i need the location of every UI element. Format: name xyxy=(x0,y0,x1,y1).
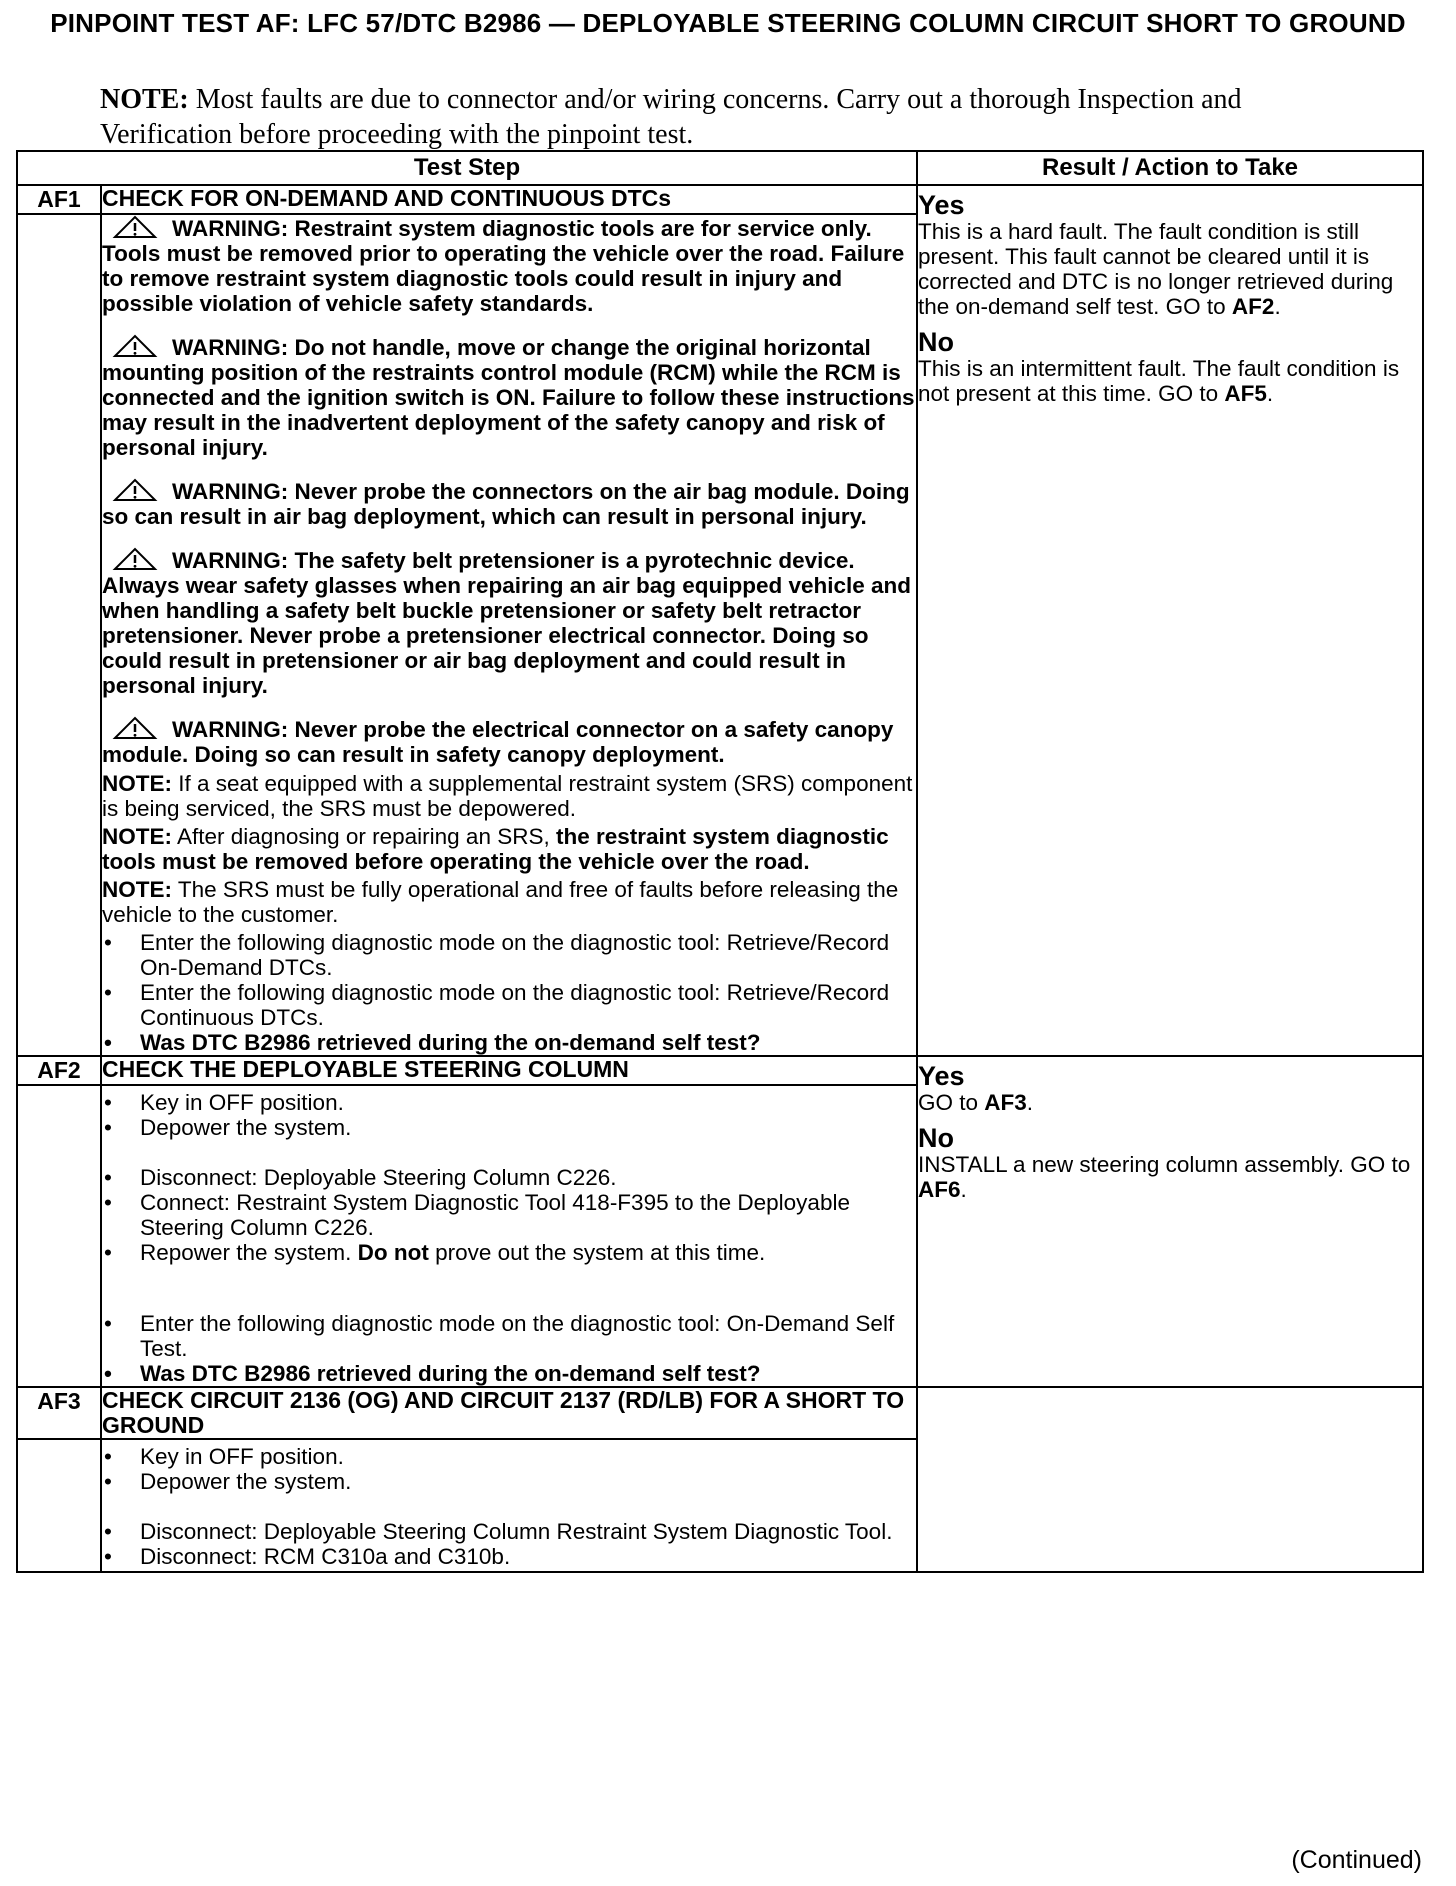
result-no-text: INSTALL a new steering column assembly. GO to AF6. xyxy=(918,1152,1411,1202)
bullet-item: • Enter the following diagnostic mode on the diagnostic tool: On-Demand Self Test. xyxy=(102,1311,916,1361)
goto-link: AF6 xyxy=(918,1177,961,1202)
note-label: NOTE: xyxy=(100,84,189,115)
result-yes-text: This is a hard fault. The fault condition is still present. This fault cannot be cleared until it is corrected and DTC is no longer retrieved during the on-demand self test. GO to AF2. xyxy=(918,219,1394,319)
step-body xyxy=(101,214,917,1056)
step-id-spacer xyxy=(17,1085,101,1387)
note xyxy=(102,877,916,927)
warning-triangle-icon xyxy=(112,547,158,571)
result-yes-body: This is a hard fault. The fault condition is still present. This fault cannot be cleared until it is corrected and DTC is no longer retrieved during the on-demand self test. GO to xyxy=(918,219,1394,319)
step-result xyxy=(917,1056,1423,1387)
note-emphasis: the restraint system diagnostic tools must be removed before operating the vehicle over the road. xyxy=(102,824,889,874)
step-id: AF2 xyxy=(17,1056,101,1085)
warning-block xyxy=(102,215,916,316)
note-label: NOTE: xyxy=(102,824,172,849)
step-body xyxy=(101,1085,917,1387)
bullet-item: • Depower the system. xyxy=(102,1115,916,1140)
result-yes-body: GO to xyxy=(918,1090,985,1115)
bullet-text: prove out the system at this time. xyxy=(428,1240,766,1265)
step-heading-row xyxy=(17,1056,1423,1085)
result-no-body: INSTALL a new steering column assembly. GO to xyxy=(918,1152,1411,1177)
warning-triangle-icon xyxy=(112,716,158,740)
result-no-label: No xyxy=(918,1123,954,1153)
note-text: If a seat equipped with a supplemental restraint system (SRS) component is being serviced, the SRS must be depowered. xyxy=(102,771,913,821)
step-bullets xyxy=(102,930,916,1055)
goto-link: AF2 xyxy=(1231,294,1275,319)
note-label: NOTE: xyxy=(102,877,172,902)
step-id-spacer xyxy=(17,1439,101,1572)
step-result xyxy=(917,185,1423,1056)
step-question: • Was DTC B2986 retrieved during the on-demand self test? xyxy=(102,1361,916,1386)
note-text: Most faults are due to connector and/or wiring concerns. Carry out a thorough Inspection and Verification before proceeding with the pinpoint test. xyxy=(100,84,1242,150)
warning-block xyxy=(102,547,916,698)
note-text: The SRS must be fully operational and free of faults before releasing the vehicle to the customer. xyxy=(102,877,899,927)
bullet-item: • Depower the system. xyxy=(102,1469,916,1494)
step-bullets xyxy=(102,1444,916,1569)
warning-triangle-icon xyxy=(112,334,158,358)
step-heading: CHECK FOR ON-DEMAND AND CONTINUOUS DTCs xyxy=(101,185,917,214)
goto-link: AF5 xyxy=(1224,381,1267,406)
warning-triangle-icon xyxy=(112,478,158,502)
intro-note xyxy=(100,82,1300,152)
warning-text: WARNING: Do not handle, move or change the original horizontal mounting position of the restraints control module (RCM) while the RCM is connected and the ignition switch is ON. Failure to follow these instructions may result in the inadvertent deployment of the safety canopy and risk of personal injury. xyxy=(102,335,915,460)
bullet-item xyxy=(102,1240,916,1265)
warning-block xyxy=(102,478,916,529)
warning-text: WARNING: Never probe the connectors on the air bag module. Doing so can result in air bag deployment, which can result in personal injury. xyxy=(102,479,910,529)
step-heading: CHECK CIRCUIT 2136 (OG) AND CIRCUIT 2137 (RD/LB) FOR A SHORT TO GROUND xyxy=(101,1387,917,1439)
warning-text: WARNING: Never probe the electrical connector on a safety canopy module. Doing so can result in safety canopy deployment. xyxy=(102,717,894,767)
step-question: • Was DTC B2986 retrieved during the on-demand self test? xyxy=(102,1030,916,1055)
warning-text: WARNING: Restraint system diagnostic tools are for service only. Tools must be removed prior to operating the vehicle over the road. Failure to remove restraint system diagnostic tools could result in injury and possible violation of vehicle safety standards. xyxy=(102,216,905,316)
note-label: NOTE: xyxy=(102,771,172,796)
step-body xyxy=(101,1439,917,1572)
bullet-item: • Disconnect: Deployable Steering Column Restraint System Diagnostic Tool. xyxy=(102,1519,916,1544)
warning-block xyxy=(102,716,916,767)
step-heading-row xyxy=(17,1387,1423,1439)
bullet-item: • Key in OFF position. xyxy=(102,1090,916,1115)
bullet-item: • Connect: Restraint System Diagnostic Tool 418-F395 to the Deployable Steering Column C226. xyxy=(102,1190,916,1240)
step-id-spacer xyxy=(17,214,101,1056)
result-no-text: This is an intermittent fault. The fault condition is not present at this time. GO to AF5. xyxy=(918,356,1400,406)
warning-block xyxy=(102,334,916,460)
goto-link: AF3 xyxy=(984,1090,1027,1115)
step-heading-row xyxy=(17,185,1423,214)
col-header-test-step: Test Step xyxy=(17,151,917,185)
result-yes-text: GO to AF3. xyxy=(918,1090,1034,1115)
note-text: After diagnosing or repairing an SRS, xyxy=(172,824,556,849)
bullet-text: Repower the system. xyxy=(140,1240,358,1265)
step-heading: CHECK THE DEPLOYABLE STEERING COLUMN xyxy=(101,1056,917,1085)
continued-label: (Continued) xyxy=(1291,1846,1422,1874)
result-yes-label: Yes xyxy=(918,1061,965,1091)
note xyxy=(102,824,916,874)
warning-text: WARNING: The safety belt pretensioner is a pyrotechnic device. Always wear safety glasses when repairing an air bag equipped vehicle and when handling a safety belt buckle pretensioner or safety belt retractor pretensioner. Never probe a pretensioner electrical connector. Doing so could result in pretensioner or air bag deployment and could result in personal injury. xyxy=(102,548,912,698)
table-header-row xyxy=(17,151,1423,185)
result-yes-label: Yes xyxy=(918,190,965,220)
pinpoint-table xyxy=(16,150,1424,1573)
bullet-emphasis: Do not xyxy=(357,1240,429,1265)
page-title: PINPOINT TEST AF: LFC 57/DTC B2986 — DEPLOYABLE STEERING COLUMN CIRCUIT SHORT TO GROUND xyxy=(50,8,1406,38)
bullet-item: • Disconnect: RCM C310a and C310b. xyxy=(102,1544,916,1569)
bullet-item: • Enter the following diagnostic mode on the diagnostic tool: Retrieve/Record Continuous DTCs. xyxy=(102,980,916,1030)
step-result xyxy=(917,1387,1423,1572)
bullet-item: • Key in OFF position. xyxy=(102,1444,916,1469)
bullet-item: • Disconnect: Deployable Steering Column C226. xyxy=(102,1165,916,1190)
bullet-item: • Enter the following diagnostic mode on the diagnostic tool: Retrieve/Record On-Demand DTCs. xyxy=(102,930,916,980)
col-header-result: Result / Action to Take xyxy=(917,151,1423,185)
result-no-body: This is an intermittent fault. The fault condition is not present at this time. GO to xyxy=(918,356,1400,406)
note xyxy=(102,771,916,821)
step-id: AF3 xyxy=(17,1387,101,1439)
step-id: AF1 xyxy=(17,185,101,214)
warning-triangle-icon xyxy=(112,215,158,239)
step-bullets xyxy=(102,1090,916,1386)
result-no-label: No xyxy=(918,327,954,357)
